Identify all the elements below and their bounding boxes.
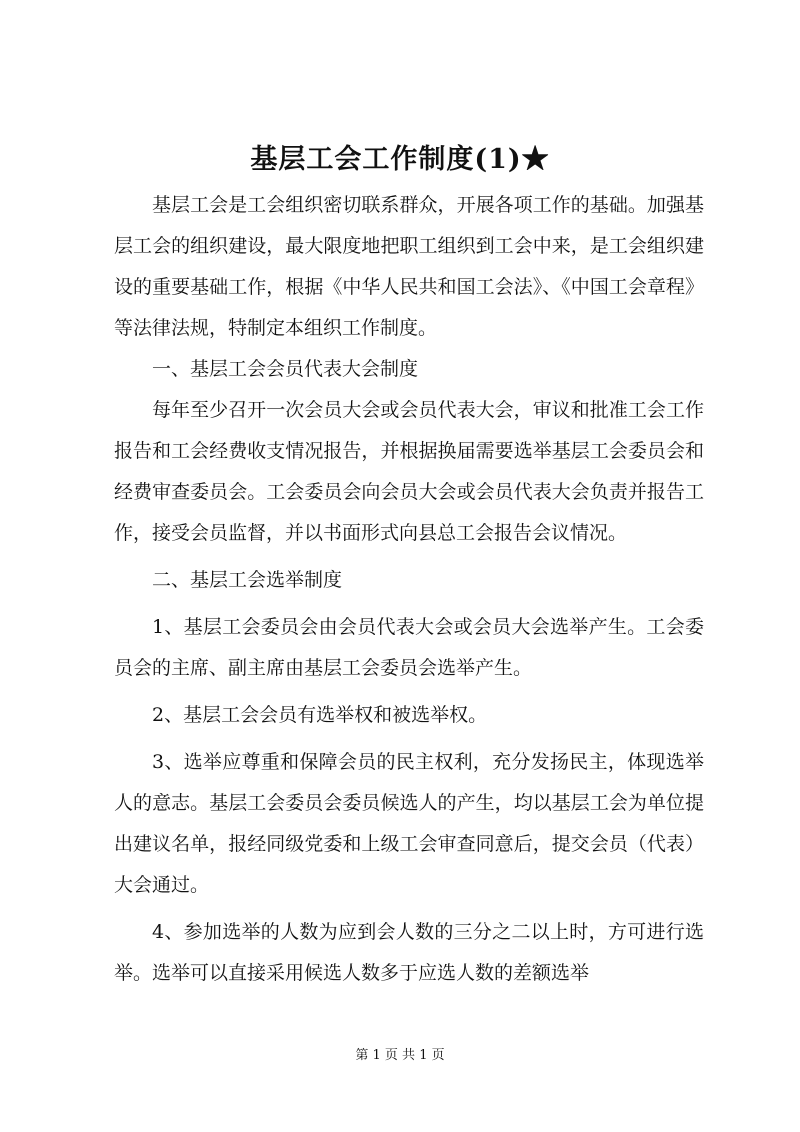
item-1-paragraph: 1、基层工会委员会由会员代表大会或会员大会选举产生。工会委员会的主席、副主席由基层工会委员会选举产生。 — [114, 616, 704, 679]
item-2-paragraph: 2、基层工会会员有选举权和被选举权。 — [152, 704, 488, 726]
section-heading-2: 二、基层工会选举制度 — [152, 569, 343, 591]
item-4-paragraph: 4、参加选举的人数为应到会人数的三分之二以上时，方可进行选举。选举可以直接采用候选人数多于应选人数的差额选举 — [114, 921, 704, 984]
page-footer: 第 1 页 共 1 页 — [355, 1048, 445, 1063]
section-heading-1: 一、基层工会会员代表大会制度 — [152, 358, 419, 380]
intro-paragraph: 基层工会是工会组织密切联系群众，开展各项工作的基础。加强基层工会的组织建设，最大限度地把职工组织到工会中来，是工会组织建设的重要基础工作，根据《中华人民共和国工会法》、《中国工会章程》等法律法规，特制定本组织工作制度。 — [114, 194, 704, 339]
item-3-paragraph: 3、选举应尊重和保障会员的民主权利，充分发扬民主，体现选举人的意志。基层工会委员会委员候选人的产生，均以基层工会为单位提出建议名单，报经同级党委和上级工会审查同意后，提交会员（代表）大会通过。 — [114, 751, 704, 896]
document-body — [114, 185, 704, 994]
document-title: 基层工会工作制度(1)★ — [250, 144, 550, 175]
section-1-paragraph: 每年至少召开一次会员大会或会员代表大会，审议和批准工会工作报告和工会经费收支情况报告，并根据换届需要选举基层工会委员会和经费审查委员会。工会委员会向会员大会或会员代表大会负责并报告工作，接受会员监督，并以书面形式向县总工会报告会议情况。 — [114, 399, 704, 544]
